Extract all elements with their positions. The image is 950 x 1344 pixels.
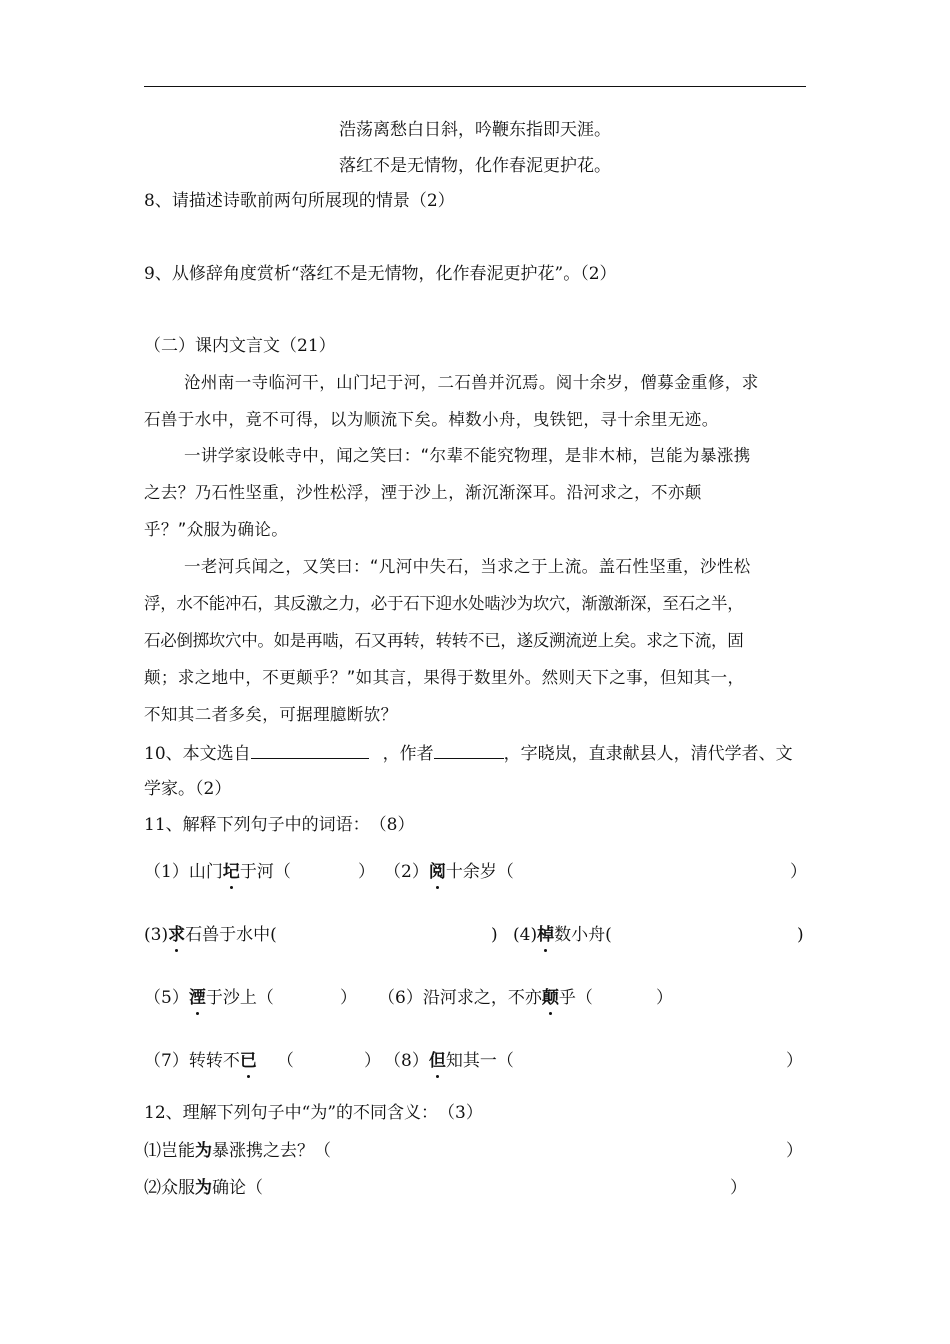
q12-close: ） — [730, 1178, 747, 1198]
q11-item-7: （7）转转不已 （ — [144, 1051, 294, 1071]
passage-line: 石兽于水中，竟不可得，以为顺流下矣。棹数小舟，曳铁钯，寻十余里无迹。 — [144, 410, 719, 429]
emphasized-word: 为 — [195, 1178, 212, 1198]
q12-item-2: ⑵众服为确论（ — [144, 1178, 263, 1198]
q12-item-1: ⑴岂能为暴涨携之去？（ — [144, 1141, 331, 1161]
question-9: 9、从修辞角度赏析“落红不是无情物，化作春泥更护花”。（2） — [144, 264, 617, 284]
passage-line: 乎？”众服为确论。 — [144, 520, 289, 539]
emphasized-word: 阅 — [428, 862, 446, 882]
emphasized-word: 颠 — [541, 988, 559, 1008]
q11-close: ） — [786, 1051, 803, 1071]
passage-line: 不知其二者多矣，可据理臆断欤？ — [144, 705, 398, 724]
q11-item-2: （2）阅十余岁（ — [384, 862, 514, 882]
passage-line: 一老河兵闻之，又笑曰：“凡河中失石，当求之于上流。盖石性坚重，沙性松 — [184, 557, 751, 576]
question-12-title: 12、理解下列句子中“为”的不同含义： （3） — [144, 1103, 483, 1123]
emphasized-word: 已 — [239, 1051, 257, 1071]
poem-line-2: 落红不是无情物，化作春泥更护花。 — [339, 156, 611, 176]
poem-line-1: 浩荡离愁白日斜，吟鞭东指即天涯。 — [339, 120, 611, 140]
passage-line: 一讲学家设帐寺中，闻之笑曰：“尔辈不能究物理，是非木柿，岂能为暴涨携 — [184, 446, 751, 465]
passage-line: 颠；求之地中，不更颠乎？”如其言，果得于数里外。然则天下之事，但知其一， — [144, 668, 745, 687]
emphasized-word: 但 — [428, 1051, 446, 1071]
q11-item-5: （5）湮于沙上（ — [144, 988, 274, 1008]
q11-item-3: (3)求石兽于水中( — [144, 925, 277, 945]
emphasized-word: 为 — [195, 1141, 212, 1161]
emphasized-word: 湮 — [188, 988, 206, 1008]
q11-close: ) — [797, 925, 804, 945]
passage-line: 浮，水不能冲石，其反激之力，必于石下迎水处啮沙为坎穴，渐激渐深，至石之半， — [144, 594, 744, 613]
answer-blank-author[interactable] — [434, 742, 504, 759]
question-10-cont: 学家。（2） — [144, 779, 232, 799]
q11-item-6: （6）沿河求之，不亦颠乎（ — [378, 988, 593, 1008]
q11-close: ） — [656, 988, 673, 1008]
passage-line: 之去？乃石性坚重，沙性松浮，湮于沙上，渐沉渐深耳。沿河求之，不亦颠 — [144, 483, 702, 502]
q11-item-4: (4)棹数小舟( — [513, 925, 612, 945]
q11-close: ) — [491, 925, 498, 945]
question-11-title: 11、解释下列句子中的词语： （8） — [144, 815, 415, 835]
q12-close: ） — [786, 1141, 803, 1161]
section-heading: （二）课内文言文（21） — [144, 336, 336, 356]
q11-item-1: （1）山门圮于河（ — [144, 862, 291, 882]
q11-close: ） — [364, 1051, 381, 1071]
q11-item-8: （8）但知其一（ — [384, 1051, 514, 1071]
q11-close: ） — [340, 988, 357, 1008]
emphasized-word: 圮 — [222, 862, 240, 882]
q11-close: ） — [790, 862, 807, 882]
passage-line: 石必倒掷坎穴中。如是再啮，石又再转，转转不已，遂反溯流逆上矣。求之下流，固 — [144, 631, 744, 650]
q11-close: ） — [358, 862, 375, 882]
header-rule — [144, 86, 806, 87]
answer-blank-source[interactable] — [251, 742, 369, 759]
question-10: 10、本文选自 ，作者 ，字晓岚，直隶献县人，清代学者、文 — [144, 744, 793, 764]
emphasized-word: 求 — [168, 925, 186, 945]
question-8: 8、请描述诗歌前两句所展现的情景（2） — [144, 191, 455, 211]
passage-line: 沧州南一寺临河干，山门圮于河，二石兽并沉焉。阅十余岁，僧募金重修，求 — [184, 373, 759, 392]
emphasized-word: 棹 — [537, 925, 555, 945]
